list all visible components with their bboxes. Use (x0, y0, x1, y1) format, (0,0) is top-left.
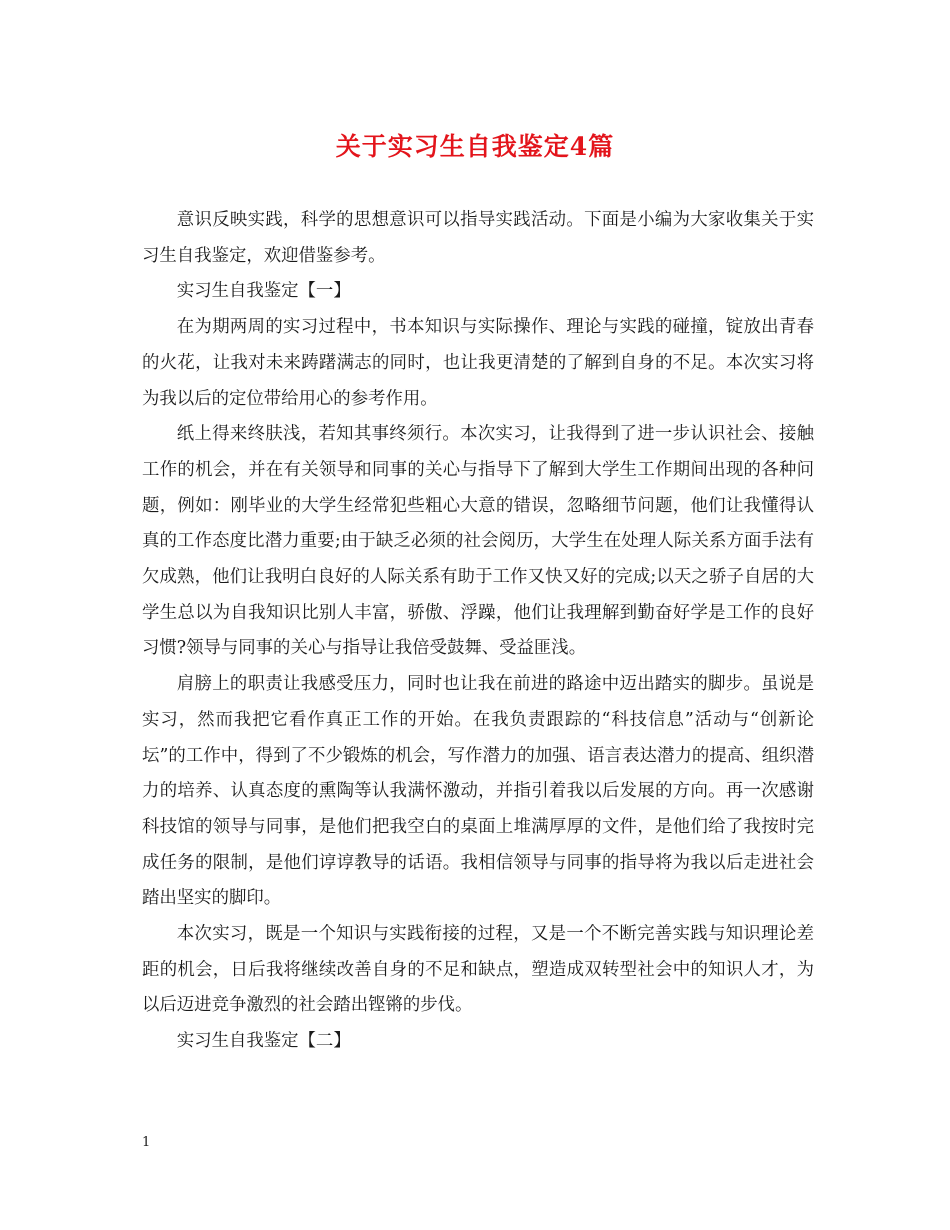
section-heading-1: 实习生自我鉴定【一】 (176, 281, 351, 302)
section-heading-2: 实习生自我鉴定【二】 (176, 1031, 351, 1052)
paragraph: 纸上得来终肤浅，若知其事终须行。本次实习，让我得到了进一步认识社会、接触工作的机会，并在有关领导和同事的关心与指导下了解到大学生工作期间出现的各种问题，例如：刚毕业的大学生经常犯些粗心大意的错误，忽略细节问题，他们让我懂得认真的工作态度比潜力重要;由于缺乏必须的社会阅历，大学生在处理人际关系方面手法有欠成熟，他们让我明白良好的人际关系有助于工作又快又好的完成;以天之骄子自居的大学生总以为自我知识比别人丰富，骄傲、浮躁，他们让我理解到勤奋好学是工作的良好习惯?领导与同事的关心与指导让我倍受鼓舞、受益匪浅。 (142, 424, 814, 659)
paragraph: 肩膀上的职责让我感受压力，同时也让我在前进的路途中迈出踏实的脚步。虽说是实习，然而我把它看作真正工作的开始。在我负责跟踪的“科技信息”活动与“创新论坛”的工作中，得到了不少锻炼的机会，写作潜力的加强、语言表达潜力的提高、组织潜力的培养、认真态度的熏陶等认我满怀激动，并指引着我以后发展的方向。再一次感谢科技馆的领导与同事，是他们把我空白的桌面上堆满厚厚的文件，是他们给了我按时完成任务的限制，是他们谆谆教导的话语。我相信领导与同事的指导将为我以后走进社会踏出坚实的脚印。 (142, 674, 814, 909)
page-number: 1 (142, 1135, 151, 1150)
paragraph: 在为期两周的实习过程中，书本知识与实际操作、理论与实践的碰撞，锭放出青春的火花，让我对未来踌躇满志的同时，也让我更清楚的了解到自身的不足。本次实习将为我以后的定位带给用心的参考作用。 (142, 317, 814, 409)
paragraph: 本次实习，既是一个知识与实践衔接的过程，又是一个不断完善实践与知识理论差距的机会，日后我将继续改善自身的不足和缺点，塑造成双转型社会中的知识人才，为以后迈进竞争激烈的社会踏出铿锵的步伐。 (142, 924, 814, 1016)
document-title: 关于实习生自我鉴定4篇 (335, 132, 615, 161)
paragraph-intro: 意识反映实践，科学的思想意识可以指导实践活动。下面是小编为大家收集关于实习生自我鉴定，欢迎借鉴参考。 (142, 210, 814, 266)
document-body (142, 203, 814, 1060)
